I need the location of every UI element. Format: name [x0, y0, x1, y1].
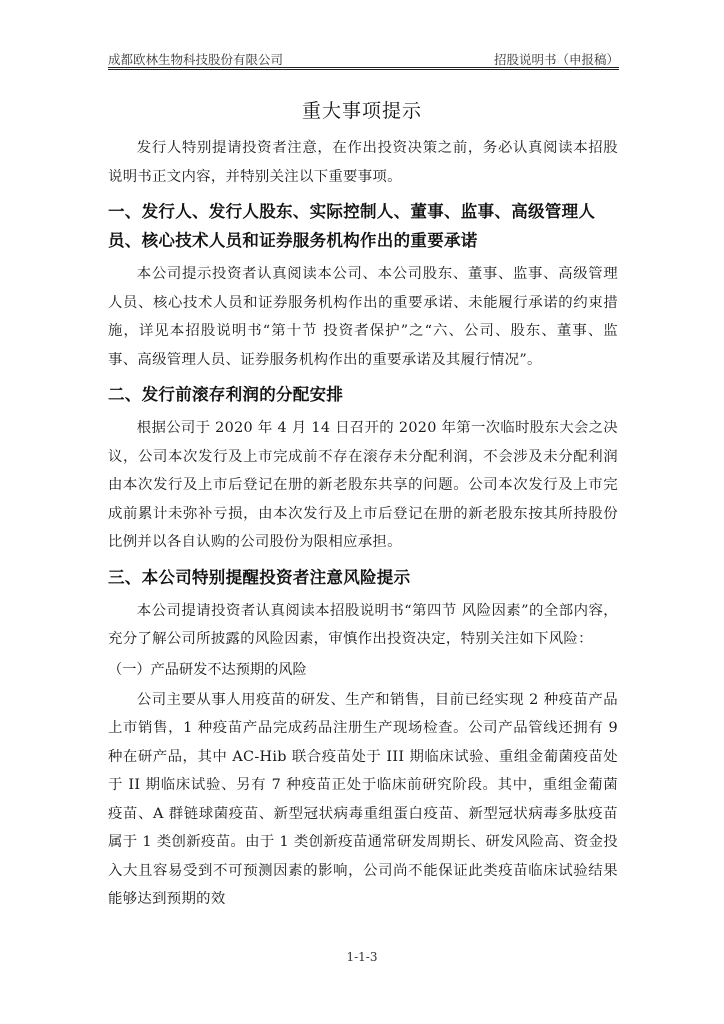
page-title: 重大事项提示 — [301, 100, 422, 122]
document-body — [108, 134, 618, 914]
intro-paragraph: 发行人特别提请投资者注意，在作出投资决策之前，务必认真阅读本招股说明书正文内容，并特别关注以下重要事项。 — [108, 140, 618, 185]
subsection-1-heading: （一）产品研发不达预期的风险 — [108, 661, 307, 678]
section-3-paragraph: 本公司提请投资者认真阅读本招股说明书“第四节 风险因素”的全部内容，充分了解公司所披露的风险因素，审慎作出投资决定，特别关注如下风险： — [108, 602, 618, 647]
section-2-heading: 二、发行前滚存利润的分配安排 — [108, 385, 344, 404]
section-3-heading: 三、本公司特别提醒投资者注意风险提示 — [108, 567, 411, 587]
section-1-heading: 一、发行人、发行人股东、实际控制人、董事、监事、高级管理人员、核心技术人员和证券服务机构作出的重要承诺 — [108, 202, 596, 250]
header-divider — [108, 67, 619, 70]
header-document-type: 招股说明书（申报稿） — [493, 52, 619, 67]
header-company-name: 成都欧林生物科技股份有限公司 — [108, 52, 284, 67]
section-2-paragraph: 根据公司于 2020 年 4 月 14 日召开的 2020 年第一次临时股东大会之决议，公司本次发行及上市完成前不存在滚存未分配利润，不会涉及未分配利润由本次发行及上市后登记在册的新老股东共享的问题。公司本次发行及上市完成前累计未弥补亏损，由本次发行及上市后登记在册的新老股东按其所持股份比例并以各自认购的公司股份为限相应承担。 — [108, 420, 618, 550]
page-header — [108, 50, 619, 66]
page-number: 1-1-3 — [346, 950, 378, 964]
section-1-paragraph: 本公司提示投资者认真阅读本公司、本公司股东、董事、监事、高级管理人员、核心技术人员和证券服务机构作出的重要承诺、未能履行承诺的约束措施，详见本招股说明书“第十节 投资者保护”之“六、公司、股东、董事、监事、高级管理人员、证券服务机构作出的重要承诺及其履行情况”。 — [108, 266, 618, 368]
subsection-1-paragraph: 公司主要从事人用疫苗的研发、生产和销售，目前已经实现 2 种疫苗产品上市销售，1 种疫苗产品完成药品注册生产现场检查。公司产品管线还拥有 9 种在研产品，其中 AC-Hib 联合疫苗处于 III 期临床试验、重组金葡菌疫苗处于 II 期临床试验、另有 7 种疫苗正处于临床前研究阶段。其中，重组金葡菌疫苗、A 群链球菌疫苗、新型冠状病毒重组蛋白疫苗、新型冠状病毒多肽疫苗属于 1 类创新疫苗。由于 1 类创新疫苗通常研发周期长、研发风险高、资金投入大且容易受到不可预测因素的影响，公司尚不能保证此类疫苗临床试验结果能够达到预期的效 — [108, 691, 618, 907]
